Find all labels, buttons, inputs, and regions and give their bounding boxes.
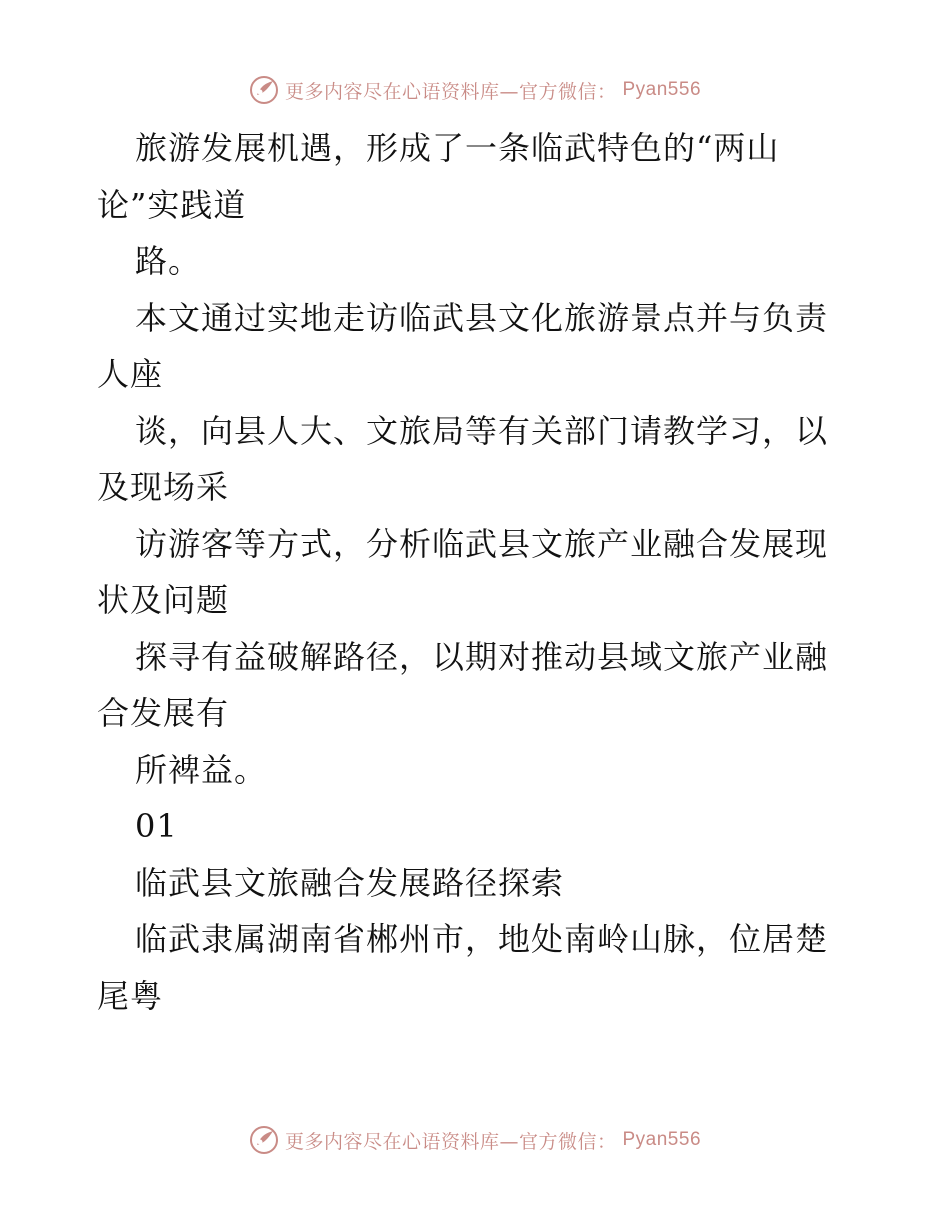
watermark-text: 更多内容尽在心语资料库—官方微信： <box>284 1130 617 1153</box>
text-line: 论”实践道 <box>97 185 247 224</box>
text-line: 访游客等方式，分析临武县文旅产业融合发展现 <box>135 524 829 563</box>
watermark-text: 更多内容尽在心语资料库—官方微信： <box>284 80 617 103</box>
watermark-wechat-id: Pyan556 <box>622 79 702 100</box>
text-line: 谈，向县人大、文旅局等有关部门请教学习，以 <box>135 411 829 450</box>
text-line: 人座 <box>97 355 164 393</box>
document-body <box>97 120 857 1024</box>
watermark-logo-icon <box>249 1125 279 1155</box>
text-line: 所裨益。 <box>135 750 268 789</box>
section-number: 01 <box>135 807 178 845</box>
text-line: 临武隶属湖南省郴州市，地处南岭山脉，位居楚 <box>135 920 829 958</box>
text-line: 及现场采 <box>97 468 230 506</box>
text-line: 合发展有 <box>97 694 230 732</box>
text-line: 路。 <box>135 242 202 280</box>
footer-watermark <box>0 1120 950 1160</box>
text-line: 尾粤 <box>97 976 164 1015</box>
section-heading: 临武县文旅融合发展路径探索 <box>135 863 565 902</box>
text-line: 探寻有益破解路径，以期对推动县域文旅产业融 <box>135 637 829 676</box>
text-line: 本文通过实地走访临武县文化旅游景点并与负责 <box>135 298 829 337</box>
text-line: 旅游发展机遇，形成了一条临武特色的“两山 <box>135 129 780 167</box>
text-line: 状及问题 <box>97 581 230 619</box>
watermark-wechat-id: Pyan556 <box>622 1129 702 1150</box>
header-watermark <box>0 70 950 110</box>
watermark-logo-icon <box>249 75 279 105</box>
